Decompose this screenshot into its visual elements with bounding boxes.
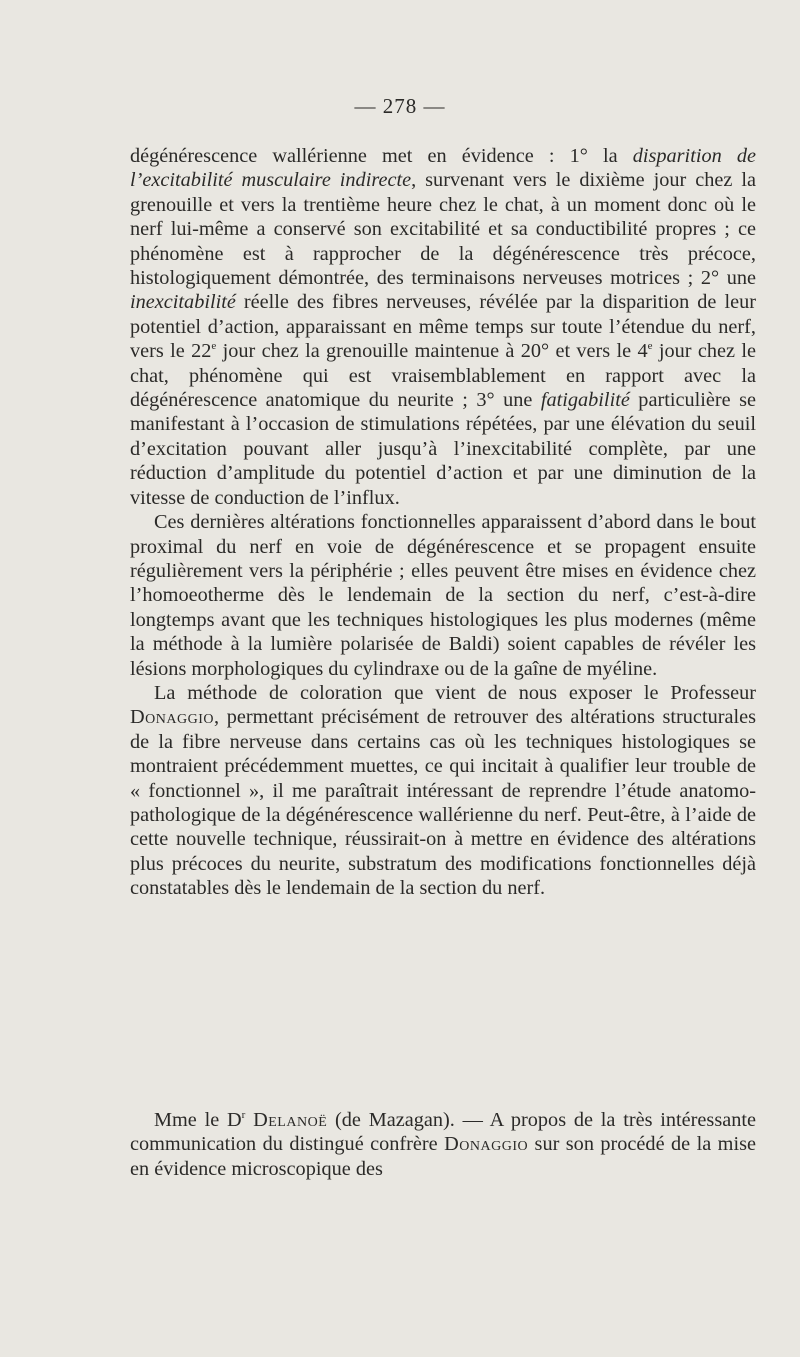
page-number: — 278 — bbox=[354, 94, 446, 118]
paragraph-2: Ces dernières altérations fonctionnelles apparaissent d’abord dans le bout proximal du nerf en voie de dégénérescence et se propagent ensuite régulièrement vers la périphérie ; elles peuvent être mises en évidence chez l’homoeotherme dès le lendemain de la section du nerf, c’est-à-dire longtemps avant que les techniques histologiques les plus modernes (même la méthode à la lumière polarisée de Baldi) soient capables de révéler les lésions morphologiques du cylindraxe ou de la gaîne de myéline. bbox=[130, 511, 756, 680]
author-name: Donaggio bbox=[444, 1133, 529, 1156]
author-name: Donaggio bbox=[130, 706, 214, 729]
paragraph-4: Mme le $D^r$ Delanoë (de Mazagan). — A propos de la très intéressante communication du distingué confrère Donaggio sur son procédé de la mise en évidence microscopique des bbox=[130, 1109, 756, 1180]
emphasis-fatigabilite: fatigabilité bbox=[540, 389, 630, 412]
main-text bbox=[130, 144, 756, 901]
speaker-name: Delanoë bbox=[253, 1109, 328, 1131]
emphasis-disparition: disparition de l’excitabilité musculaire indirecte bbox=[130, 145, 756, 192]
emphasis-inexcitabilite: inexcitabilité bbox=[130, 291, 236, 314]
next-intervention bbox=[130, 1108, 756, 1181]
paragraph-3: La méthode de coloration que vient de nous exposer le Professeur Donaggio, permettant précisément de retrouver des altérations structurales de la fibre nerveuse dans certains cas où les techniques histologiques se montraient précédemment muettes, ce qui incitait à qualifier leur trouble de « fonctionnel », il me paraîtrait intéressant de reprendre l’étude anatomo-pathologique de la dégénérescence wallérienne du nerf. Peut-être, à l’aide de cette nouvelle technique, réussirait-on à mettre en évidence des altérations plus précoces du neurite, substratum des modifications fonctionnelles déjà constatables dès le lendemain de la section du nerf. bbox=[130, 681, 756, 900]
paragraph-1: dégénérescence wallérienne met en évidence : 1° la disparition de l’excitabilité musculaire indirecte, survenant vers le dixième jour chez la grenouille et vers la trentième heure chez le chat, à un moment donc où le nerf lui-même a conservé son excitabilité et sa conductibilité propres ; ce phénomène est à rapprocher de la dégénérescence très précoce, histologiquement démontrée, des terminaisons nerveuses motrices ; 2° une inexcitabilité réelle des fibres nerveuses, révélée par la disparition de leur potentiel d’action, apparaissant en même temps sur toute l’étendue du nerf, vers le 22e jour chez la grenouille maintenue à 20° et vers le 4e jour chez le chat, phénomène qui est vraisemblablement en rapport avec la dégénérescence anatomique du neurite ; 3° une fatigabilité particulière se manifestant à l’occasion de stimulations répétées, par une élévation du seuil d’excitation pouvant aller jusqu’à l’inexcitabilité complète, par une réduction d’amplitude du potentiel d’action et par une diminution de la vitesse de conduction de l’influx. bbox=[130, 145, 756, 509]
